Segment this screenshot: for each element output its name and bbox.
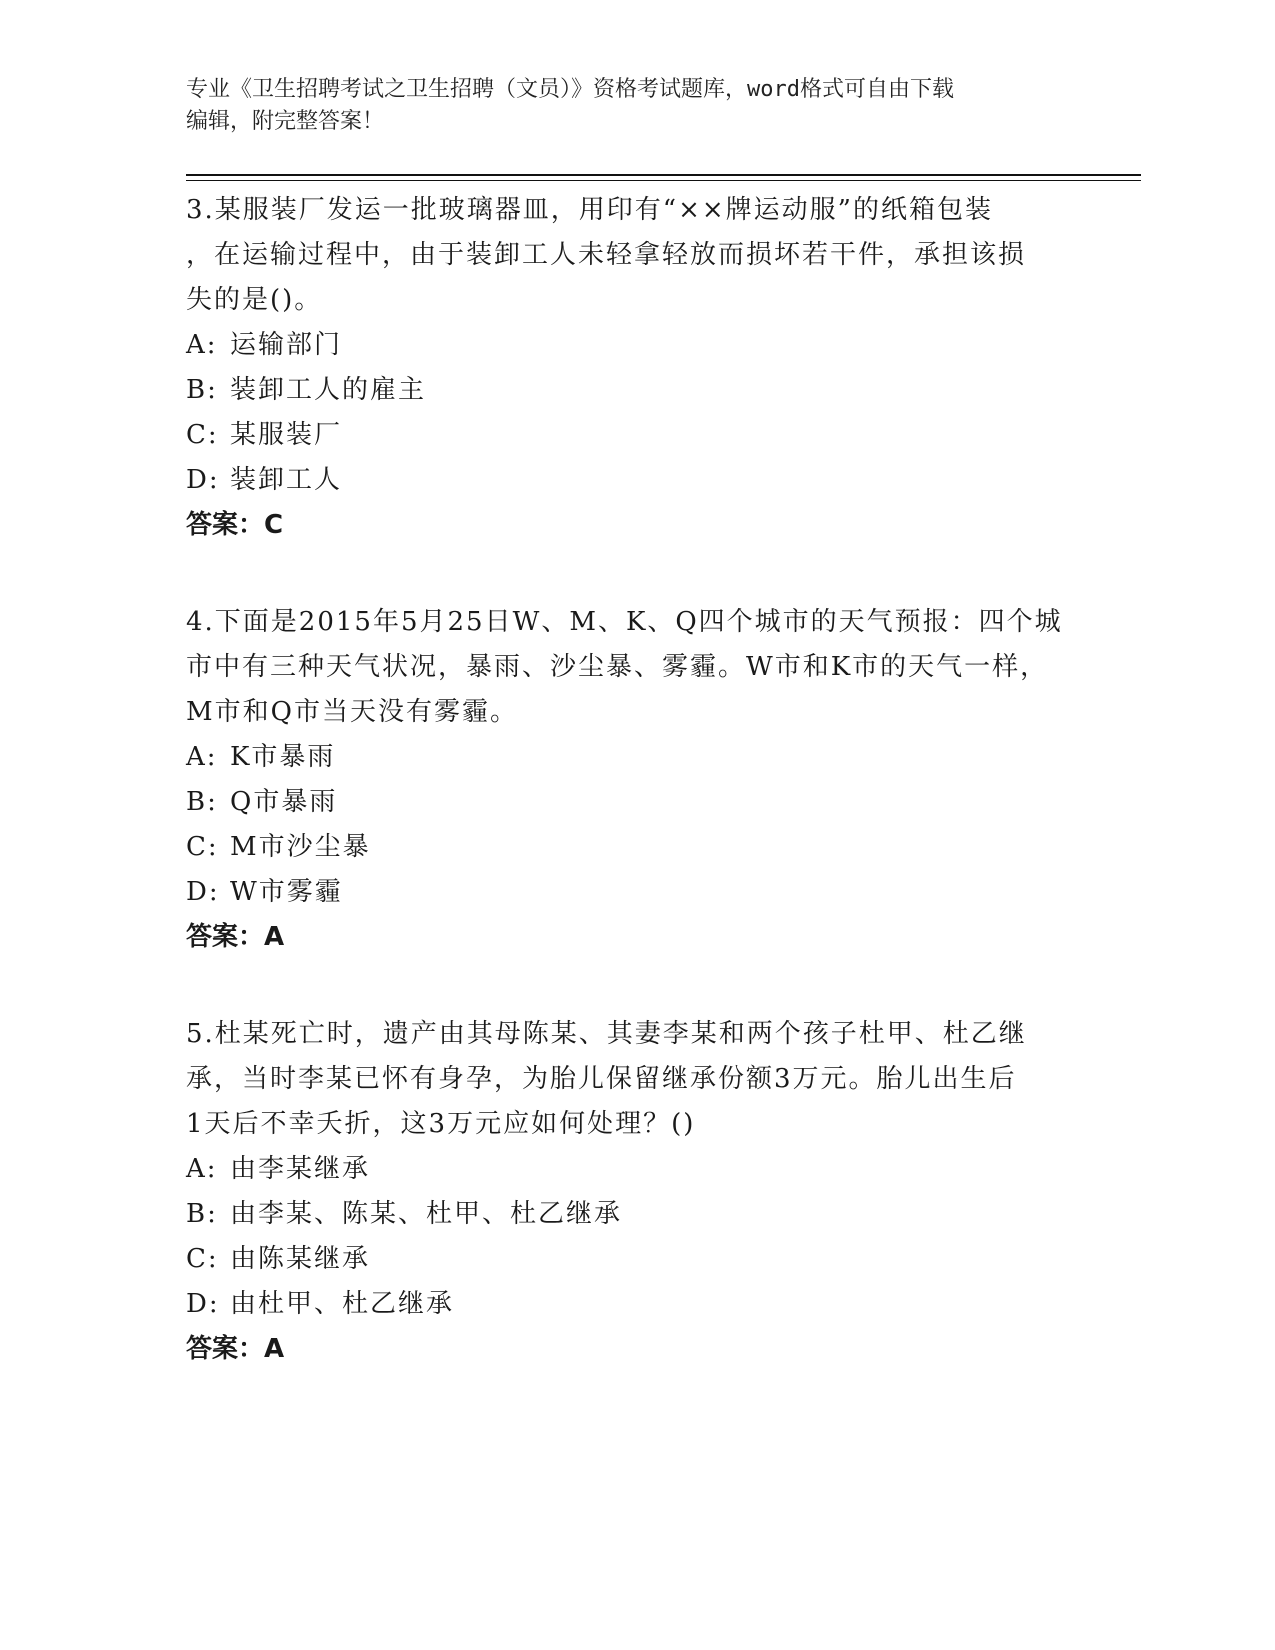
option-a: A: 由李某继承 <box>186 1154 371 1184</box>
option-d: D: 由杜甲、杜乙继承 <box>186 1289 455 1319</box>
question-list <box>186 188 1066 1424</box>
question-stem-line: 市中有三种天气状况，暴雨、沙尘暴、雾霾。W市和K市的天气一样， <box>186 652 1049 682</box>
option-c: C: M市沙尘暴 <box>186 832 371 862</box>
header-divider-thick <box>186 174 1141 176</box>
option-a: A: K市暴雨 <box>186 742 336 772</box>
option-d: D: 装卸工人 <box>186 465 343 495</box>
question-stem-line: 承，当时李某已怀有身孕，为胎儿保留继承份额3万元。胎儿出生后 <box>186 1064 1017 1094</box>
answer-line: 答案：A <box>186 922 285 952</box>
question-5 <box>186 1012 1066 1372</box>
header-line-1: 专业《卫生招聘考试之卫生招聘（文员）》资格考试题库，word格式可自由下载 <box>186 77 954 102</box>
question-stem-line: 3.某服装厂发运一批玻璃器皿，用印有“××牌运动服”的纸箱包装 <box>186 195 993 225</box>
answer-value: A <box>264 922 285 952</box>
question-4 <box>186 600 1066 960</box>
question-3 <box>186 188 1066 548</box>
option-a: A: 运输部门 <box>186 330 343 360</box>
answer-line: 答案：C <box>186 510 284 540</box>
option-b: B: Q市暴雨 <box>186 787 338 817</box>
document-header <box>186 74 1066 138</box>
answer-value: A <box>264 1334 285 1364</box>
header-line-2: 编辑，附完整答案！ <box>186 109 385 134</box>
question-stem-line: 5.杜某死亡时，遗产由其母陈某、其妻李某和两个孩子杜甲、杜乙继 <box>186 1019 1027 1049</box>
question-stem-line: M市和Q市当天没有雾霾。 <box>186 697 518 727</box>
header-divider-thin <box>186 180 1141 181</box>
option-c: C: 某服装厂 <box>186 420 343 450</box>
option-c: C: 由陈某继承 <box>186 1244 371 1274</box>
answer-value: C <box>264 510 284 540</box>
question-stem-line: 失的是()。 <box>186 285 323 315</box>
question-stem-line: ，在运输过程中，由于装卸工人未轻拿轻放而损坏若干件，承担该损 <box>186 240 1027 270</box>
question-stem-line: 1天后不幸夭折，这3万元应如何处理？() <box>186 1109 696 1139</box>
answer-line: 答案：A <box>186 1334 285 1364</box>
option-d: D: W市雾霾 <box>186 877 343 907</box>
question-stem-line: 4.下面是2015年5月25日W、M、K、Q四个城市的天气预报：四个城 <box>186 607 1063 637</box>
option-b: B: 由李某、陈某、杜甲、杜乙继承 <box>186 1199 623 1229</box>
option-b: B: 装卸工人的雇主 <box>186 375 427 405</box>
